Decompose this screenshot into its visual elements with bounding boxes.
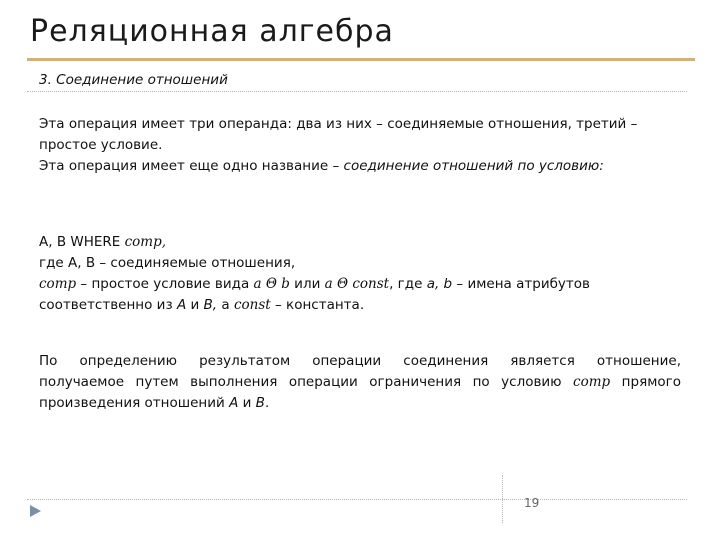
comp-term: comp: [39, 276, 77, 292]
comp-text-2: , где: [389, 276, 427, 292]
intro-line-2: простое условие.: [39, 137, 163, 153]
syntax-where-line: где A, B – соединяемые отношения,: [39, 255, 296, 271]
definition-end: .: [264, 395, 270, 411]
alt-name-term: соединение отношений по условию:: [343, 158, 604, 174]
syntax-expression: [39, 232, 681, 253]
footer-vertical-divider: [502, 475, 503, 523]
comp-text-3: – имена атрибутов: [452, 276, 590, 292]
comp-text-1: – простое условие вида: [76, 276, 254, 292]
slide-title: Реляционная алгебра: [30, 14, 394, 49]
comp-or: или: [289, 276, 325, 292]
formula-a-theta-b: a Θ b: [253, 276, 290, 292]
syntax-const-line: [39, 295, 681, 316]
syntax-paragraph: [39, 232, 681, 316]
heading-divider: [27, 91, 687, 92]
formula-a-theta-const: a Θ const: [324, 276, 390, 292]
definition-and: и: [238, 395, 256, 411]
line4-text-2: а: [217, 297, 234, 313]
const-term: const: [233, 297, 271, 313]
definition-relation-b: B: [255, 395, 265, 411]
title-rule: [27, 58, 695, 61]
line4-text-1: соответственно из: [39, 297, 177, 313]
definition-paragraph: [39, 351, 681, 414]
syntax-comp: comp,: [124, 234, 167, 250]
line4-text-3: – константа.: [270, 297, 365, 313]
definition-line-2-tail: прямого: [610, 374, 681, 390]
definition-relation-a: A: [229, 395, 239, 411]
definition-comp: comp: [573, 374, 611, 390]
definition-line-2: [39, 372, 681, 393]
definition-line-1: По определению результатом операции соединения является отношение,: [39, 353, 681, 369]
syntax-comp-line: [39, 274, 681, 295]
triangle-right-icon[interactable]: [30, 505, 41, 517]
relation-a: A: [176, 297, 187, 313]
definition-line-3: [39, 393, 681, 414]
footer-divider: [27, 499, 687, 500]
intro-line-3-text: Эта операция имеет еще одно название –: [39, 158, 344, 174]
relation-b: B,: [203, 297, 218, 313]
section-heading: 3. Соединение отношений: [39, 72, 228, 88]
intro-line-3: [39, 156, 681, 177]
definition-line-3-text: произведения отношений: [39, 395, 230, 411]
attr-names: a, b: [426, 276, 453, 292]
line4-and: и: [186, 297, 204, 313]
intro-line-1: Эта операция имеет три операнда: два из них – соединяемые отношения, третий –: [39, 116, 638, 132]
definition-line-2-text: получаемое путем выполнения операции ограничения по условию: [39, 374, 574, 390]
page-number: 19: [524, 496, 540, 510]
intro-paragraph: [39, 114, 681, 177]
syntax-expression-text: A, B WHERE: [39, 234, 125, 250]
